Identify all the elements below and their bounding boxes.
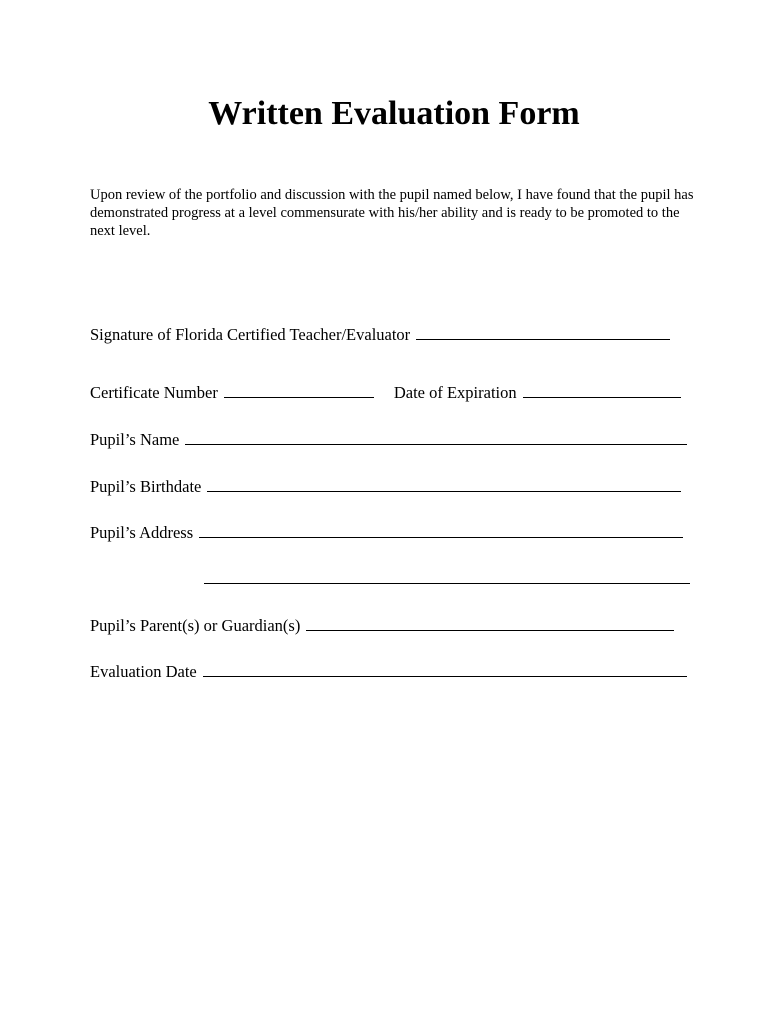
- birthdate-label: Pupil’s Birthdate: [90, 477, 202, 496]
- certificate-row: [90, 379, 681, 403]
- pupil-name-field[interactable]: [185, 426, 687, 445]
- page-title: Written Evaluation Form: [208, 95, 580, 132]
- evaluation-date-row: [90, 658, 687, 682]
- address-field[interactable]: [199, 519, 683, 538]
- certificate-number-label: Certificate Number: [90, 383, 218, 402]
- evaluation-date-field[interactable]: [203, 658, 687, 677]
- birthdate-field[interactable]: [207, 473, 681, 492]
- address-label: Pupil’s Address: [90, 523, 194, 542]
- signature-label: Signature of Florida Certified Teacher/Evaluator: [90, 325, 411, 344]
- signature-row: [90, 321, 670, 345]
- birthdate-row: [90, 473, 681, 497]
- evaluation-date-label: Evaluation Date: [90, 662, 197, 681]
- intro-paragraph: Upon review of the portfolio and discussion with the pupil named below, I have found that the pupil has demonstrated progress at a level commensurate with his/her ability and is ready to be promoted to the next level.: [90, 187, 694, 239]
- pupil-name-row: [90, 426, 687, 450]
- pupil-name-label: Pupil’s Name: [90, 430, 180, 449]
- signature-field[interactable]: [416, 321, 670, 340]
- guardian-label: Pupil’s Parent(s) or Guardian(s): [90, 616, 301, 635]
- expiration-date-field[interactable]: [523, 379, 681, 398]
- certificate-number-field[interactable]: [224, 379, 374, 398]
- address-row: [90, 519, 683, 543]
- expiration-date-label: Date of Expiration: [393, 383, 517, 402]
- guardian-row: [90, 612, 674, 636]
- address-field-line-2[interactable]: [204, 583, 690, 584]
- guardian-field[interactable]: [306, 612, 674, 631]
